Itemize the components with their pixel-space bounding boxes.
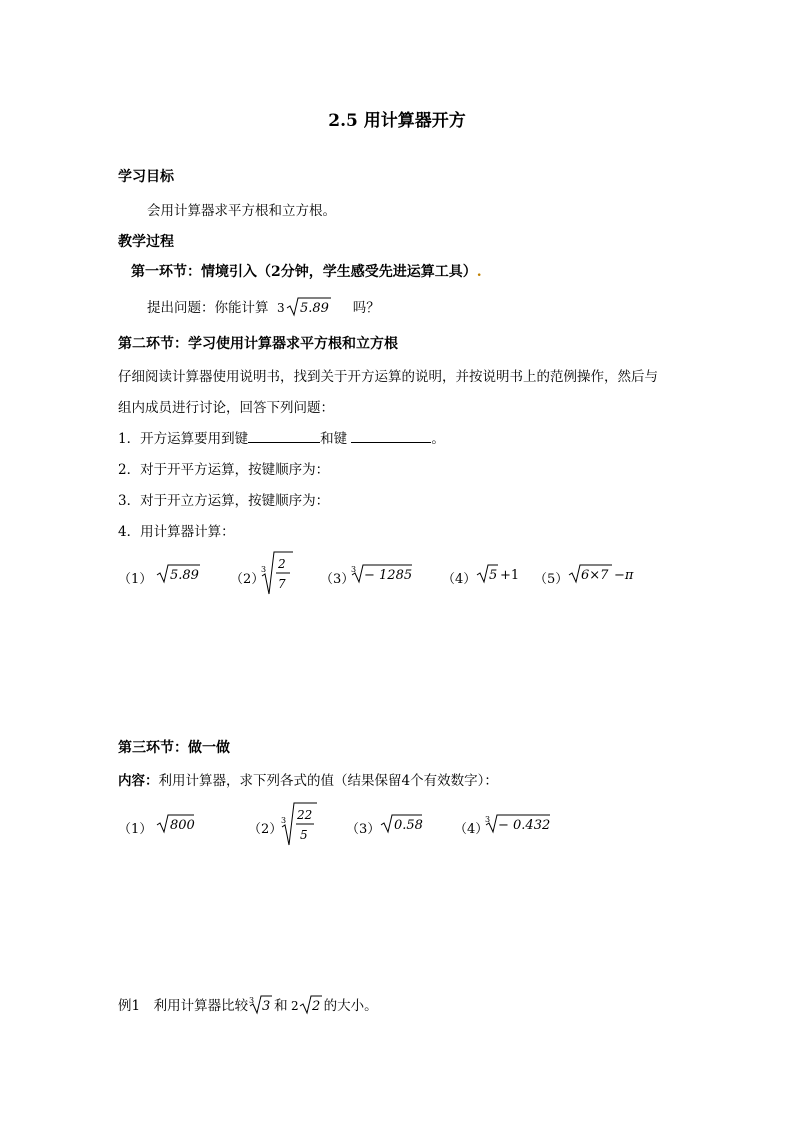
s2-item2-den: 7	[278, 577, 286, 591]
section1-heading-text: 第一环节：情境引入（2分钟，学生感受先进运算工具）	[131, 264, 477, 280]
example-suffix: 的大小。	[323, 998, 378, 1014]
s2-item3-index: 3	[351, 565, 357, 574]
section3-content-label: 内容：	[118, 773, 159, 789]
example-square-root	[288, 994, 324, 1016]
s2-item2-index: 3	[261, 565, 267, 574]
section1-heading-tail: .	[476, 264, 482, 280]
section3-content	[118, 769, 498, 789]
s2-item5-expression	[568, 563, 644, 585]
example-prefix: 例1 利用计算器比较	[118, 998, 249, 1014]
s2-item1-radicand: 5.89	[170, 568, 199, 583]
s3-item2-expression	[279, 801, 319, 847]
section3-content-text: 利用计算器，求下列各式的值（结果保留4个有效数字）：	[158, 773, 498, 789]
s2-item5-label: （5）	[534, 572, 569, 587]
s2-item4-radicand: 5	[489, 568, 498, 583]
s3-item1-label: （1）	[118, 822, 153, 837]
example-mid: 和	[274, 998, 288, 1014]
s2-item2-num: 2	[278, 557, 286, 571]
s2-item4-expression	[476, 563, 520, 585]
s2-item4-tail: +1	[500, 568, 520, 583]
s3-item2-den: 5	[300, 828, 308, 842]
goal-text: 会用计算器求平方根和立方根。	[147, 203, 336, 219]
s2-item2-label: （2）	[230, 572, 265, 587]
q1-blank-2[interactable]	[351, 430, 431, 443]
s2-item1-expression	[156, 563, 202, 585]
section2-intro-line2: 组内成员进行讨论，回答下列问题：	[118, 400, 334, 416]
question-coef: 3	[276, 301, 285, 315]
q1-mid: 和键	[320, 431, 348, 447]
question-prefix: 提出问题：你能计算	[147, 300, 269, 316]
section2-q2: 2．对于开平方运算，按键顺序为：	[118, 462, 330, 478]
s3-item4-label: （4）	[454, 822, 489, 837]
example-index: 3	[249, 996, 255, 1005]
example-coef: 2	[290, 999, 299, 1013]
section2-q1	[118, 427, 445, 447]
page-title: 2.5 用计算器开方	[328, 111, 466, 131]
question-radicand: 5.89	[299, 301, 329, 316]
s2-item3-label: （3）	[320, 572, 355, 587]
section3-heading: 第三环节：做一做	[118, 740, 230, 756]
question-radical-expression	[273, 296, 353, 318]
s2-item5-tail: −π	[614, 568, 634, 583]
s3-item3-expression	[380, 813, 426, 835]
s3-item4-index: 3	[485, 815, 491, 824]
section1-question	[147, 296, 380, 318]
s3-item1-expression	[156, 813, 198, 835]
section2-q4: 4．用计算器计算：	[118, 524, 235, 540]
s2-item4-label: （4）	[442, 572, 477, 587]
section2-heading: 第二环节：学习使用计算器求平方根和立方根	[118, 336, 398, 352]
q1-prefix: 1．开方运算要用到键	[118, 431, 249, 447]
s2-item5-radicand: 6×7	[581, 568, 609, 583]
s3-item3-label: （3）	[346, 822, 381, 837]
goal-heading: 学习目标	[118, 169, 174, 185]
section2-q3: 3．对于开立方运算，按键顺序为：	[118, 493, 330, 509]
s2-item3-radicand: − 1285	[364, 568, 413, 583]
s3-item3-radicand: 0.58	[394, 818, 423, 833]
process-heading: 教学过程	[118, 234, 174, 250]
example-b: 2	[311, 999, 320, 1014]
s2-item3-expression	[350, 563, 414, 585]
s3-item4-expression	[484, 813, 554, 835]
s3-item4-radicand: − 0.432	[498, 818, 551, 833]
s3-item1-radicand: 800	[170, 818, 195, 833]
s3-item2-num: 22	[297, 808, 313, 822]
q1-end: 。	[431, 431, 445, 447]
example-cube-root	[248, 994, 274, 1016]
s3-item2-index: 3	[281, 816, 287, 825]
example-1	[118, 994, 378, 1016]
s3-item2-label: （2）	[248, 822, 283, 837]
s2-item1-label: （1）	[118, 572, 153, 587]
s2-item2-expression	[259, 550, 295, 596]
example-a: 3	[262, 999, 271, 1014]
question-suffix: 吗？	[352, 300, 380, 316]
section1-heading	[131, 261, 482, 281]
q1-blank-1[interactable]	[248, 430, 320, 443]
section2-intro-line1: 仔细阅读计算器使用说明书，找到关于开方运算的说明，并按说明书上的范例操作，然后与	[118, 369, 658, 385]
